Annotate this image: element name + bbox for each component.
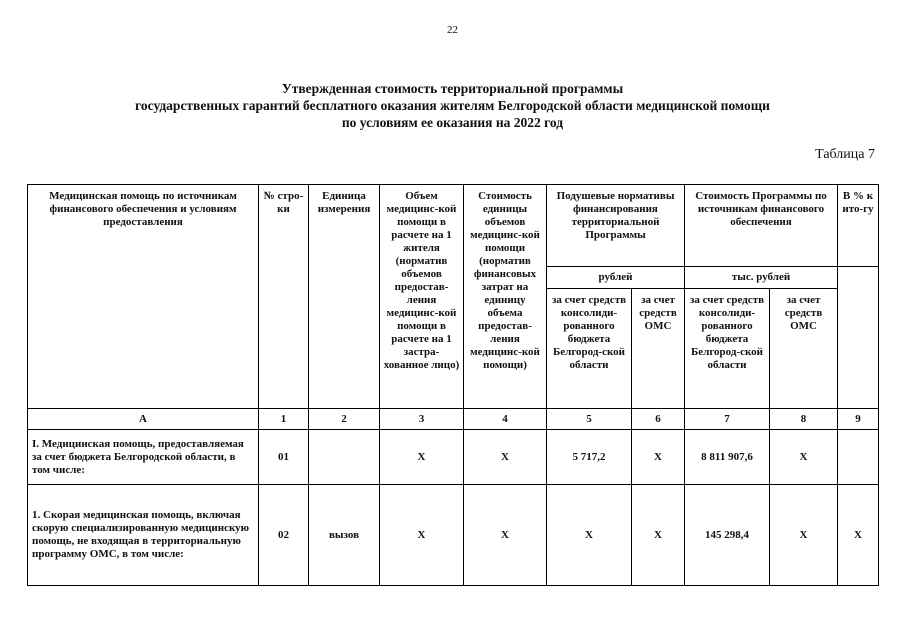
header-unit-thousand-rubles: тыс. рублей — [685, 267, 838, 289]
header-col-1: № стро-ки — [259, 185, 309, 409]
row-cell-5: Х — [547, 485, 632, 586]
header-col-7: за счет средств консолиди-рованного бюджета Белгород-ской области — [685, 289, 770, 409]
table-row — [28, 485, 879, 586]
row-cell-6: Х — [632, 430, 685, 485]
column-number: 6 — [632, 409, 685, 430]
column-number: 2 — [309, 409, 380, 430]
header-col-6: за счет средств ОМС — [632, 289, 685, 409]
page-number: 22 — [447, 24, 458, 36]
header-col-9: В % к ито-гу — [838, 185, 879, 267]
row-cell-8: Х — [770, 485, 838, 586]
row-line-number: 01 — [259, 430, 309, 485]
column-number: 5 — [547, 409, 632, 430]
header-col-3: Объем медицинс-кой помощи в расчете на 1 жителя (норматив объемов предостав-ления медицинс-кой помощи в расчете на 1 застра-хованное лицо) — [380, 185, 464, 409]
row-cell-9: Х — [838, 485, 879, 586]
column-number: 8 — [770, 409, 838, 430]
header-col-9-blank — [838, 267, 879, 409]
title-line-3: по условиям ее оказания на 2022 год — [341, 115, 564, 130]
column-number: 3 — [380, 409, 464, 430]
row-cell-3: Х — [380, 485, 464, 586]
header-unit-rubles: рублей — [547, 267, 685, 289]
table-label: Таблица 7 — [815, 147, 875, 162]
header-col-a: Медицинская помощь по источникам финансового обеспечения и условиям предоставления — [28, 185, 259, 409]
row-line-number: 02 — [259, 485, 309, 586]
row-unit: вызов — [309, 485, 380, 586]
row-cell-3: Х — [380, 430, 464, 485]
column-number: 4 — [464, 409, 547, 430]
header-col-2: Единица измерения — [309, 185, 380, 409]
title-line-2: государственных гарантий бесплатного оказания жителям Белгородской области медицинской помощи — [135, 98, 770, 113]
row-cell-8: Х — [770, 430, 838, 485]
row-name: I. Медицинская помощь, предоставляемая за счет бюджета Белгородской области, в том числе: — [28, 430, 259, 485]
row-cell-4: Х — [464, 485, 547, 586]
row-cell-7: 145 298,4 — [685, 485, 770, 586]
row-name: 1. Скорая медицинская помощь, включая скорую специализированную медицинскую помощь, не входящая в территориальную программу ОМС, в том числе: — [28, 485, 259, 586]
row-cell-4: Х — [464, 430, 547, 485]
header-row-1 — [28, 185, 879, 267]
document-title — [0, 80, 905, 131]
column-number: 1 — [259, 409, 309, 430]
row-cell-9 — [838, 430, 879, 485]
table-row — [28, 430, 879, 485]
row-cell-7: 8 811 907,6 — [685, 430, 770, 485]
column-number-row — [28, 409, 879, 430]
row-unit — [309, 430, 380, 485]
row-cell-5: 5 717,2 — [547, 430, 632, 485]
column-number: А — [28, 409, 259, 430]
column-number: 9 — [838, 409, 879, 430]
header-col-4: Стоимость единицы объемов медицинс-кой помощи (норматив финансовых затрат на единицу объема предостав-ления медицинс-кой помощи) — [464, 185, 547, 409]
column-number: 7 — [685, 409, 770, 430]
row-cell-6: Х — [632, 485, 685, 586]
title-line-1: Утвержденная стоимость территориальной программы — [281, 81, 624, 96]
header-group-5-6: Подушевые нормативы финансирования территориальной Программы — [547, 185, 685, 267]
header-col-5: за счет средств консолиди-рованного бюджета Белгород-ской области — [547, 289, 632, 409]
cost-table — [27, 184, 879, 586]
header-group-7-8: Стоимость Программы по источникам финансового обеспечения — [685, 185, 838, 267]
header-col-8: за счет средств ОМС — [770, 289, 838, 409]
